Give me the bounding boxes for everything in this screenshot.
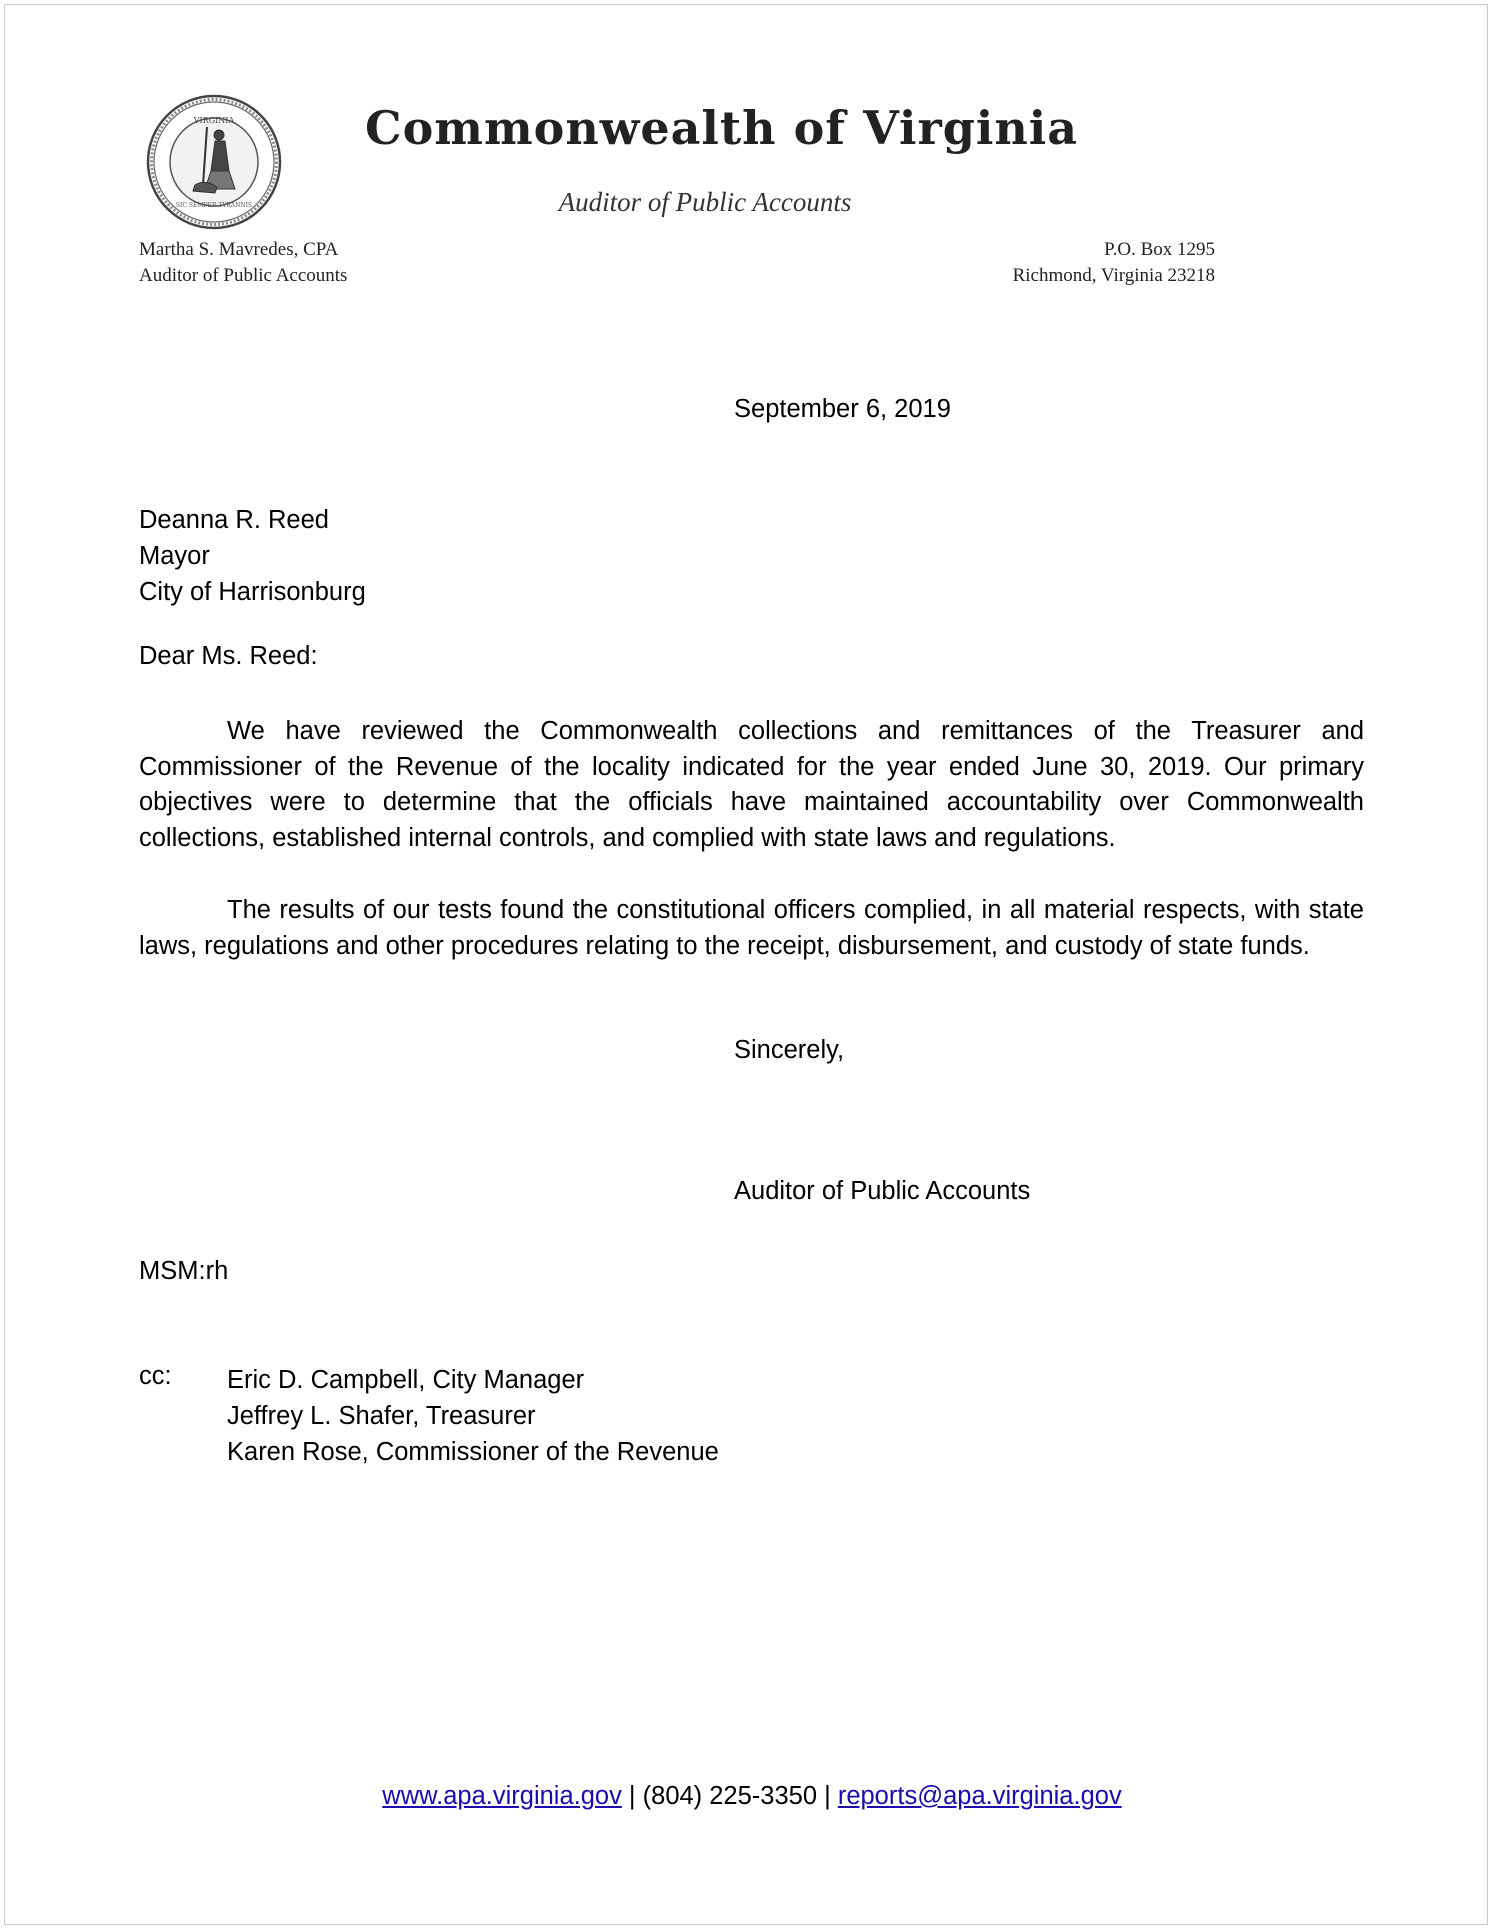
- seal-motto: SIC SEMPER TYRANNIS: [175, 202, 253, 209]
- sender-block: [139, 237, 347, 289]
- letterhead-subtitle: Auditor of Public Accounts: [558, 187, 852, 217]
- virginia-seal-logo: [145, 93, 283, 231]
- letter-date: September 6, 2019: [734, 395, 951, 423]
- body-paragraph-1: We have reviewed the Commonwealth collections and remittances of the Treasurer and Commissioner of the Revenue of the locality indicated for the year ended June 30, 2019. Our primary objectives were to determine that the officials have maintained accountability over Commonwealth collections, established internal controls, and complied with state laws and regulations.: [139, 717, 1364, 852]
- sender-name: Martha S. Mavredes, CPA: [139, 239, 339, 260]
- cc-recipient: Jeffrey L. Shafer, Treasurer: [227, 1402, 536, 1430]
- seal-text: VIRGINIA: [193, 116, 235, 125]
- footer-separator: |: [621, 1782, 643, 1810]
- footer-separator: |: [817, 1782, 838, 1810]
- address-line-1: P.O. Box 1295: [1104, 239, 1215, 260]
- reference-initials: MSM:rh: [139, 1257, 229, 1285]
- address-block: [905, 237, 1215, 289]
- signature-title: Auditor of Public Accounts: [734, 1177, 1031, 1205]
- cc-label: cc:: [139, 1362, 172, 1390]
- recipient-name: Deanna R. Reed: [139, 506, 329, 534]
- address-line-2: Richmond, Virginia 23218: [1012, 265, 1215, 286]
- cc-recipient: Eric D. Campbell, City Manager: [227, 1366, 585, 1394]
- recipient-title: Mayor: [139, 542, 210, 570]
- recipient-organization: City of Harrisonburg: [139, 578, 366, 606]
- salutation: Dear Ms. Reed:: [139, 642, 318, 670]
- recipient-block: [139, 502, 366, 610]
- sender-title: Auditor of Public Accounts: [139, 265, 348, 286]
- body-paragraph-2: The results of our tests found the constitutional officers complied, in all material respects, with state laws, regulations and other procedures relating to the receipt, disbursement, and custody of state funds.: [139, 896, 1364, 960]
- email-link[interactable]: reports@apa.virginia.gov: [837, 1782, 1122, 1810]
- closing: Sincerely,: [734, 1036, 845, 1064]
- letterhead-title: Commonwealth of Virginia: [365, 101, 1079, 155]
- phone-number: (804) 225-3350: [642, 1782, 818, 1810]
- cc-recipient: Karen Rose, Commissioner of the Revenue: [227, 1438, 719, 1466]
- website-link[interactable]: www.apa.virginia.gov: [382, 1782, 622, 1810]
- footer: [5, 1782, 1494, 1811]
- letter-page: [4, 4, 1488, 1925]
- cc-list: [227, 1362, 719, 1470]
